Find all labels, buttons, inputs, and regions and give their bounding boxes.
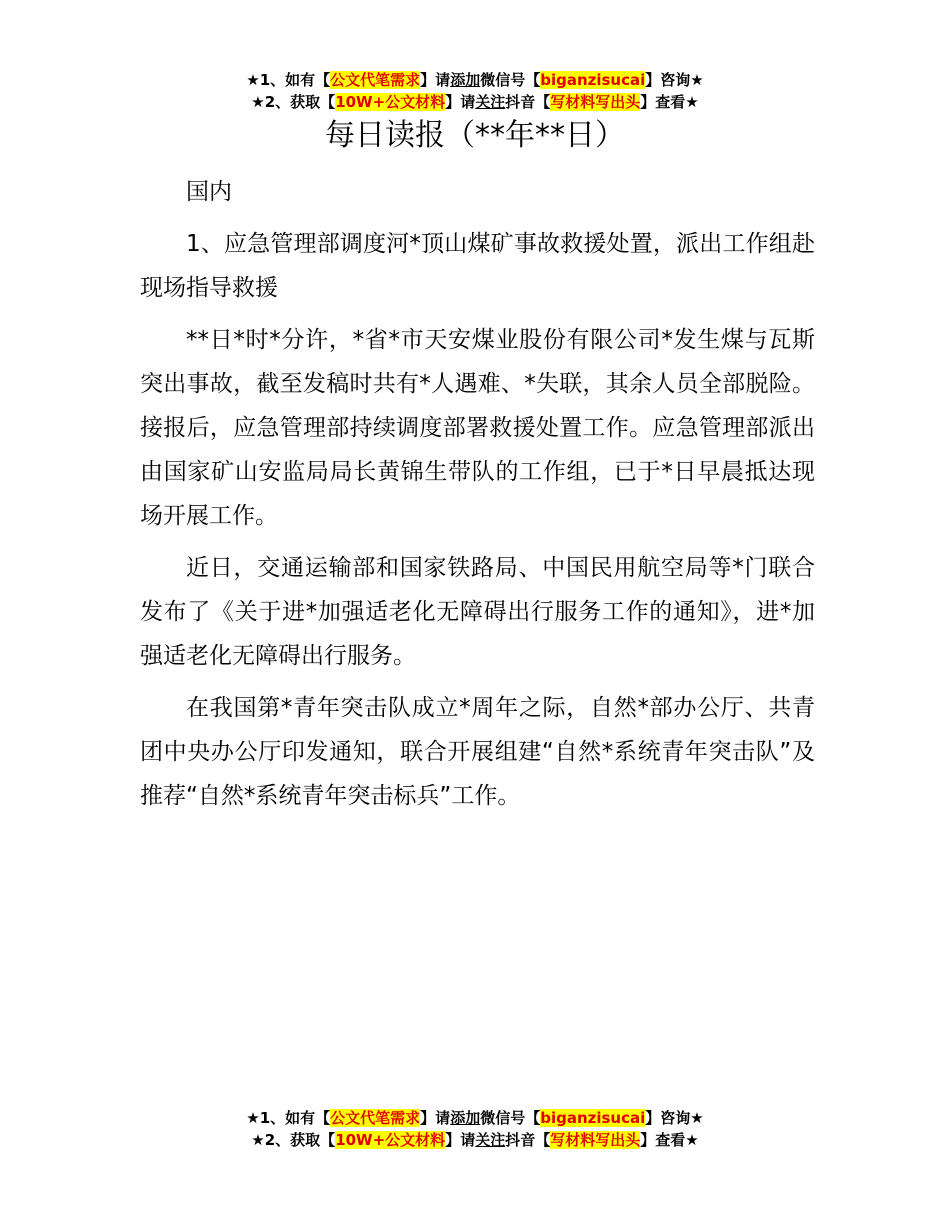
banner-wechat-id: biganzisucai xyxy=(540,71,646,89)
banner-text: 微信号【 xyxy=(480,71,541,89)
banner-wechat-id: biganzisucai xyxy=(540,1109,646,1127)
paragraph: 在我国第*青年突击队成立*周年之际，自然*部办公厅、共青团中央办公厅印发通知，联合开展组建“自然*系统青年突击队”及推荐“自然*系统青年突击标兵”工作。 xyxy=(140,695,815,809)
banner-highlight: 公文代笔需求 xyxy=(330,1109,421,1127)
banner-line-2 xyxy=(0,91,950,113)
banner-highlight: 10W+公文材料 xyxy=(335,93,446,111)
banner-text: 】请 xyxy=(420,71,451,89)
banner-text: 】咨询★ xyxy=(645,71,704,89)
banner-highlight: 公文代笔需求 xyxy=(330,71,421,89)
banner-text: 】请 xyxy=(445,1131,476,1149)
banner-underline: 关注 xyxy=(475,93,506,111)
banner-text: 抖音【 xyxy=(505,1131,551,1149)
banner-line-2 xyxy=(0,1129,950,1151)
banner-underline: 添加 xyxy=(450,1109,481,1127)
banner-text: 微信号【 xyxy=(480,1109,541,1127)
banner-text: ★2、获取【 xyxy=(251,93,336,111)
section-heading: 国内 xyxy=(186,179,232,205)
banner-text: ★2、获取【 xyxy=(251,1131,336,1149)
banner-text: 】请 xyxy=(420,1109,451,1127)
banner-text: ★1、如有【 xyxy=(246,71,331,89)
paragraph: 1、应急管理部调度河*顶山煤矿事故救援处置，派出工作组赴现场指导救援 xyxy=(140,231,815,301)
banner-text: 】查看★ xyxy=(640,93,699,111)
banner-highlight: 写材料写出头 xyxy=(550,1131,641,1149)
footer-banner xyxy=(0,1107,950,1151)
paragraph: 近日，交通运输部和国家铁路局、中国民用航空局等*门联合发布了《关于进*加强适老化无障碍出行服务工作的通知》，进*加强适老化无障碍出行服务。 xyxy=(140,555,815,669)
banner-highlight: 10W+公文材料 xyxy=(335,1131,446,1149)
banner-text: 】咨询★ xyxy=(645,1109,704,1127)
page-title: 每日读报（**年**日） xyxy=(325,118,625,153)
banner-line-1 xyxy=(0,1107,950,1129)
document-body xyxy=(140,170,815,826)
banner-highlight: 写材料写出头 xyxy=(550,93,641,111)
banner-text: ★1、如有【 xyxy=(246,1109,331,1127)
banner-text: 】查看★ xyxy=(640,1131,699,1149)
banner-line-1 xyxy=(0,69,950,91)
banner-underline: 添加 xyxy=(450,71,481,89)
header-banner xyxy=(0,69,950,113)
paragraph: **日*时*分许，*省*市天安煤业股份有限公司*发生煤与瓦斯突出事故，截至发稿时共有*人遇难、*失联，其余人员全部脱险。接报后，应急管理部持续调度部署救援处置工作。应急管理部派出由国家矿山安监局局长黄锦生带队的工作组，已于*日早晨抵达现场开展工作。 xyxy=(140,327,815,529)
banner-text: 抖音【 xyxy=(505,93,551,111)
banner-text: 】请 xyxy=(445,93,476,111)
banner-underline: 关注 xyxy=(475,1131,506,1149)
